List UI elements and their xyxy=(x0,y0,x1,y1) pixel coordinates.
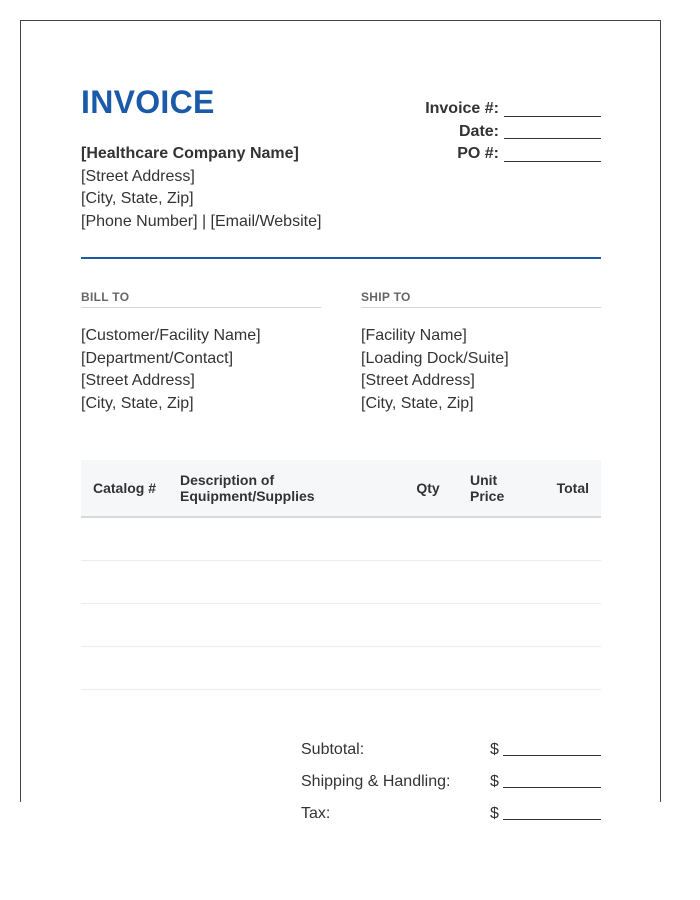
bill-to-address xyxy=(81,325,321,415)
invoice-number-row xyxy=(425,98,601,121)
subtotal-row xyxy=(301,727,601,759)
column-header-total: Total xyxy=(528,460,601,517)
company-street: [Street Address] xyxy=(81,167,195,185)
tax-row xyxy=(301,791,601,823)
tax-field[interactable] xyxy=(503,803,601,820)
table-cell[interactable] xyxy=(168,647,398,690)
company-contact: [Phone Number] | [Email/Website] xyxy=(81,212,322,230)
date-field[interactable] xyxy=(504,122,601,139)
table-cell[interactable] xyxy=(168,561,398,604)
table-cell[interactable] xyxy=(528,604,601,647)
table-cell[interactable] xyxy=(398,561,458,604)
column-header-qty: Qty xyxy=(398,460,458,517)
currency-symbol: $ xyxy=(490,805,499,822)
bill-to-line: [Street Address] xyxy=(81,372,195,389)
shipping-field[interactable] xyxy=(503,771,601,788)
ship-to-line: [City, State, Zip] xyxy=(361,394,474,412)
bill-to-line: [Department/Contact] xyxy=(81,349,234,367)
table-cell[interactable] xyxy=(81,517,168,561)
table-cell[interactable] xyxy=(458,517,528,561)
items-table xyxy=(81,460,601,690)
totals-section xyxy=(301,727,601,823)
table-header-row xyxy=(81,460,601,517)
table-cell[interactable] xyxy=(528,561,601,604)
ship-to-line: [Facility Name] xyxy=(361,327,467,344)
table-cell[interactable] xyxy=(398,604,458,647)
ship-to-line: [Street Address] xyxy=(361,372,475,389)
date-label: Date: xyxy=(458,122,499,140)
table-cell[interactable] xyxy=(398,647,458,690)
company-city: [City, State, Zip] xyxy=(81,190,194,207)
table-row xyxy=(81,561,601,604)
ship-to-address xyxy=(361,325,601,415)
column-header-unit-price: Unit Price xyxy=(458,460,528,517)
bill-to-line: [Customer/Facility Name] xyxy=(81,327,261,344)
table-row xyxy=(81,517,601,561)
table-cell[interactable] xyxy=(168,604,398,647)
bill-to-heading: BILL TO xyxy=(81,290,321,308)
po-number-row xyxy=(425,143,601,166)
column-header-catalog: Catalog # xyxy=(81,460,168,517)
invoice-page xyxy=(20,20,661,822)
ship-to-line: [Loading Dock/Suite] xyxy=(361,349,509,367)
invoice-title: INVOICE xyxy=(81,84,215,120)
table-cell[interactable] xyxy=(398,517,458,561)
po-number-field[interactable] xyxy=(504,145,601,162)
ship-to-heading: SHIP TO xyxy=(361,290,601,308)
column-header-description: Description of Equipment/Supplies xyxy=(168,460,398,517)
invoice-number-label: Invoice #: xyxy=(425,100,499,117)
subtotal-field[interactable] xyxy=(503,739,601,756)
tax-label: Tax: xyxy=(301,805,331,822)
table-cell[interactable] xyxy=(81,604,168,647)
company-name: [Healthcare Company Name] xyxy=(81,145,299,162)
table-row xyxy=(81,647,601,690)
subtotal-label: Subtotal: xyxy=(301,741,365,758)
invoice-meta xyxy=(425,98,601,166)
shipping-label: Shipping & Handling: xyxy=(301,773,451,790)
header-divider xyxy=(81,257,601,259)
currency-symbol: $ xyxy=(490,773,499,790)
table-cell[interactable] xyxy=(81,561,168,604)
date-row xyxy=(425,121,601,144)
currency-symbol: $ xyxy=(490,741,499,758)
table-row xyxy=(81,604,601,647)
po-number-label: PO #: xyxy=(457,145,499,162)
table-cell[interactable] xyxy=(168,517,398,561)
company-info xyxy=(81,143,321,233)
table-cell[interactable] xyxy=(528,647,601,690)
table-cell[interactable] xyxy=(458,561,528,604)
invoice-number-field[interactable] xyxy=(504,100,601,117)
bill-to-line: [City, State, Zip] xyxy=(81,394,194,412)
table-cell[interactable] xyxy=(81,647,168,690)
bill-to-section xyxy=(81,290,321,415)
table-cell[interactable] xyxy=(458,604,528,647)
shipping-row xyxy=(301,759,601,791)
table-cell[interactable] xyxy=(458,647,528,690)
ship-to-section xyxy=(361,290,601,415)
table-cell[interactable] xyxy=(528,517,601,561)
